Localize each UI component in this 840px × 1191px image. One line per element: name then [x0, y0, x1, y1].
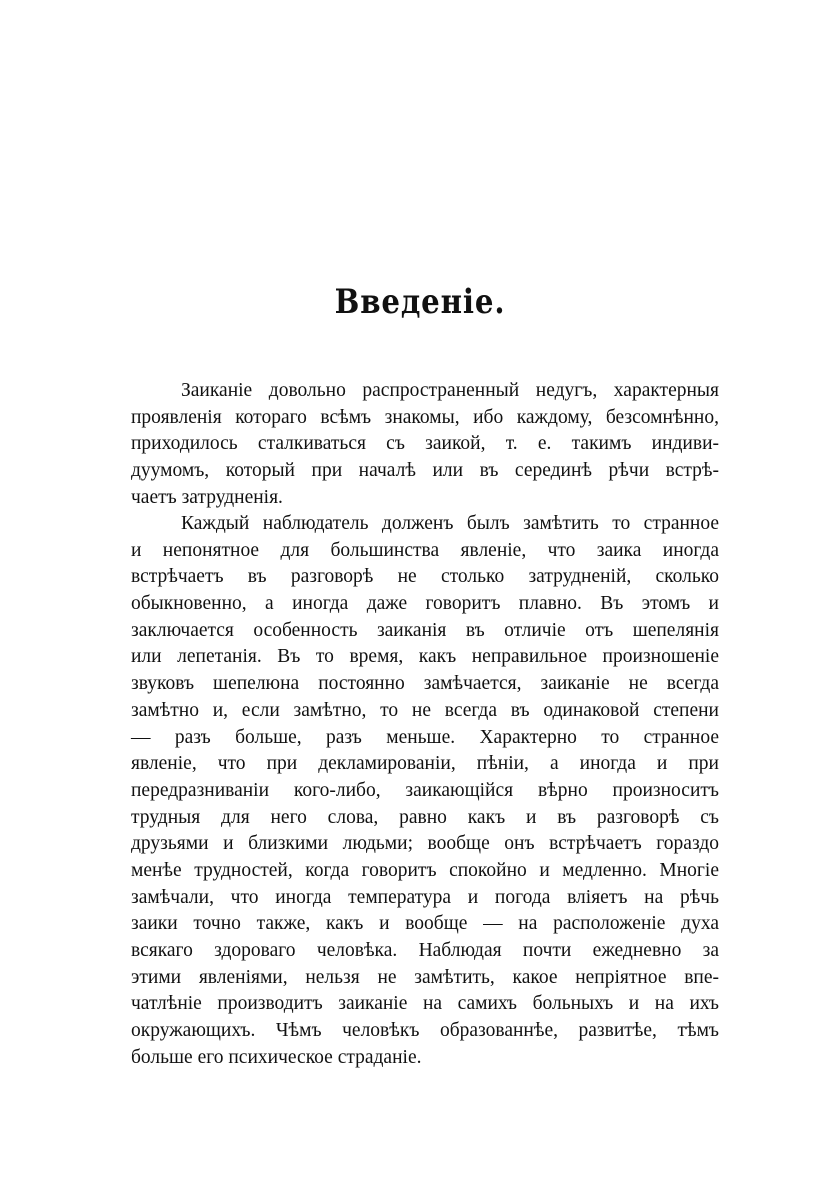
text-line: Каждый наблюдатель долженъ былъ замѣтить то странное [181, 513, 719, 534]
text-line: больше его психическое страданіе. [131, 1046, 422, 1068]
text-line: или лепетанія. Въ то время, какъ неправильное произношеніе [131, 646, 719, 668]
text-line: чаетъ затрудненія. [131, 486, 283, 508]
text-line: друзьями и близкими людьми; вообще онъ встрѣчаетъ гораздо [131, 833, 719, 855]
text-line: этими явленіями, нельзя не замѣтить, какое непріятное впе- [131, 966, 719, 988]
text-line: явленіе, что при декламированіи, пѣніи, а иногда и при [131, 753, 719, 775]
text-line: приходилось сталкиваться съ заикой, т. е. такимъ индиви- [131, 433, 719, 455]
text-line: Заиканіе довольно распространенный недугъ, характерныя [181, 380, 719, 401]
paragraph-1 [131, 378, 719, 511]
text-line: — разъ больше, разъ меньше. Характерно то странное [131, 726, 719, 748]
text-line: дуумомъ, который при началѣ или въ серединѣ рѣчи встрѣ- [131, 460, 719, 482]
text-line: и непонятное для большинства явленіе, что заика иногда [131, 539, 719, 561]
text-line: передразниваніи кого-либо, заикающійся вѣрно произноситъ [131, 779, 719, 801]
text-line: проявленія котораго всѣмъ знакомы, ибо каждому, безсомнѣнно, [131, 406, 719, 428]
text-line: встрѣчаетъ въ разговорѣ не столько затрудненій, сколько [131, 566, 719, 588]
paragraph-2 [131, 511, 719, 1071]
text-line: заики точно также, какъ и вообще — на расположеніе духа [131, 913, 719, 935]
text-line: окружающихъ. Чѣмъ человѣкъ образованнѣе, развитѣе, тѣмъ [131, 1020, 719, 1042]
text-line: звуковъ шепелюна постоянно замѣчается, заиканіе не всегда [131, 673, 719, 695]
text-line: обыкновенно, а иногда даже говоритъ плавно. Въ этомъ и [131, 593, 719, 615]
page-title: Введеніе. [334, 282, 506, 322]
text-line: трудныя для него слова, равно какъ и въ разговорѣ съ [131, 806, 719, 828]
text-line: менѣе трудностей, когда говоритъ спокойно и медленно. Многіе [131, 859, 719, 881]
text-line: замѣтно и, если замѣтно, то не всегда въ одинаковой степени [131, 699, 719, 721]
text-line: заключается особенность заиканія въ отличіе отъ шепелянія [131, 619, 719, 641]
text-line: замѣчали, что иногда температура и погода вліяетъ на рѣчь [131, 886, 719, 908]
text-line: всякаго здороваго человѣка. Наблюдая почти ежедневно за [131, 940, 719, 961]
text-line: чатлѣніе производитъ заиканіе на самихъ больныхъ и на ихъ [131, 993, 719, 1015]
